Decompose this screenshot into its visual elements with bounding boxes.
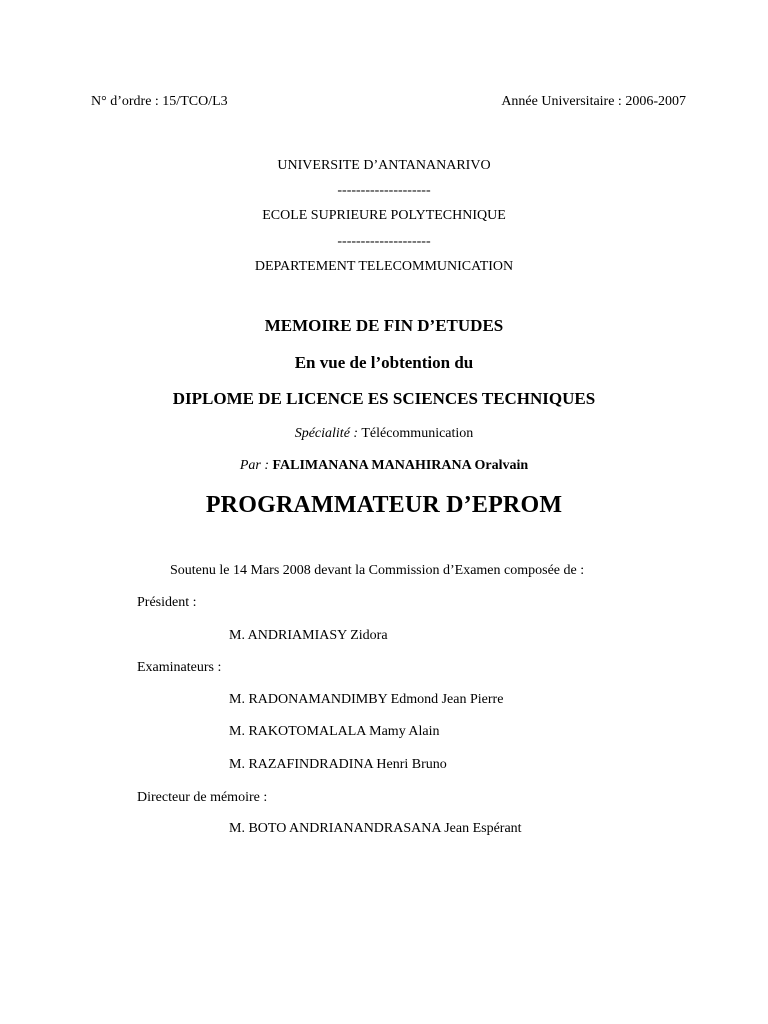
president-name: M. ANDRIAMIASY Zidora [229, 628, 388, 643]
author-line [0, 458, 768, 474]
examiner-item: M. RAKOTOMALALA Mamy Alain [229, 724, 440, 739]
school-name: ECOLE SUPRIEURE POLYTECHNIQUE [262, 208, 506, 223]
president-label: Président : [137, 595, 197, 610]
separator-2: -------------------- [337, 234, 431, 249]
diploma-name: DIPLOME DE LICENCE ES SCIENCES TECHNIQUES [172, 389, 596, 408]
examiners-label: Examinateurs : [137, 660, 222, 675]
thesis-purpose: En vue de l’obtention du [294, 353, 474, 372]
author-name: FALIMANANA MANAHIRANA Oralvain [272, 458, 529, 473]
author-label: Par : [239, 458, 270, 473]
thesis-title: PROGRAMMATEUR D’EPROM [205, 492, 563, 518]
director-name: M. BOTO ANDRIANANDRASANA Jean Espérant [229, 821, 522, 836]
separator-1: -------------------- [337, 183, 431, 198]
academic-year: Année Universitaire : 2006-2007 [501, 94, 686, 109]
specialty-value: Télécommunication [361, 426, 474, 441]
jury-intro: Soutenu le 14 Mars 2008 devant la Commission d’Examen composée de : [170, 563, 585, 578]
examiner-item: M. RADONAMANDIMBY Edmond Jean Pierre [229, 692, 504, 707]
specialty-line [0, 426, 768, 442]
university-name: UNIVERSITE D’ANTANANARIVO [277, 158, 491, 173]
order-number: N° d’ordre : 15/TCO/L3 [91, 94, 228, 109]
examiner-item: M. RAZAFINDRADINA Henri Bruno [229, 757, 447, 772]
department-name: DEPARTEMENT TELECOMMUNICATION [254, 259, 514, 274]
director-label: Directeur de mémoire : [137, 790, 268, 805]
specialty-label: Spécialité : [294, 426, 359, 441]
thesis-type: MEMOIRE DE FIN D’ETUDES [264, 316, 504, 335]
